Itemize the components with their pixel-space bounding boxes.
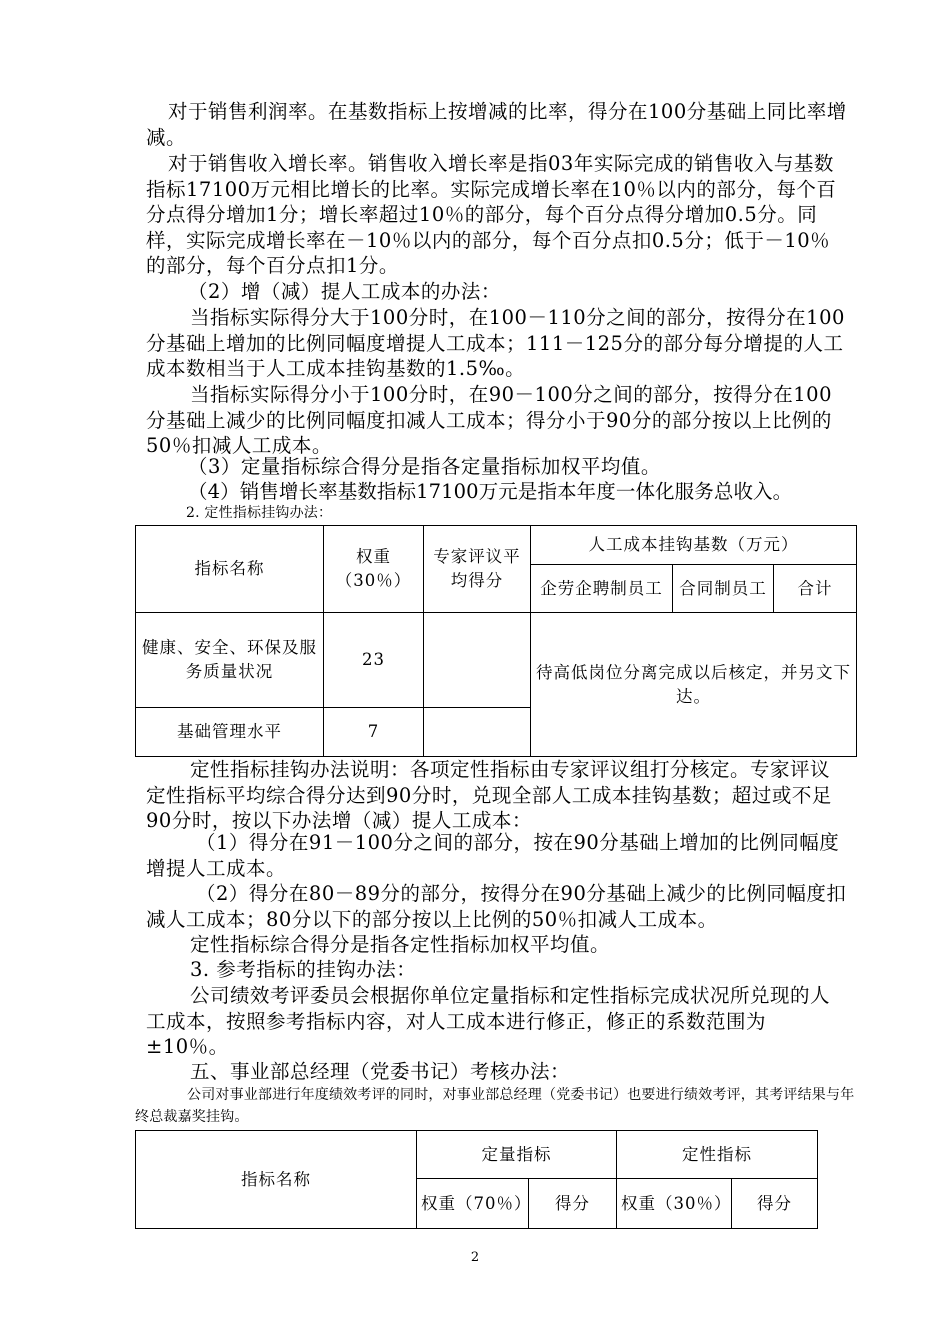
header-weight: 权重（30％） [324,526,424,613]
header-expert-score: 专家评议平均得分 [424,526,531,613]
merged-note-cell: 待高低岗位分离完成以后核定，并另文下达。 [531,613,857,757]
paragraph-heading-cost-method: （2）增（减）提人工成本的办法： [188,280,501,303]
paragraph-growth-base: （4）销售增长率基数指标17100万元是指本年度一体化服务总收入。 [188,480,793,503]
header-quant-score: 得分 [529,1179,617,1229]
paragraph-profit-rate: 对于销售利润率。在基数指标上按增减的比率，得分在100分基础上同比率增减。 [146,100,847,149]
header-indicator-name: 指标名称 [136,526,324,613]
row-weight: 7 [324,708,424,757]
row-name: 健康、安全、环保及服务质量状况 [136,613,324,708]
header-qualitative: 定性指标 [617,1131,818,1179]
header-quant-weight: 权重（70％） [417,1179,529,1229]
header-quantitative: 定量指标 [417,1131,617,1179]
header-indicator-name: 指标名称 [136,1131,417,1229]
qualitative-indicator-table [135,525,857,757]
row-name: 基础管理水平 [136,708,324,757]
gm-evaluation-table [135,1130,818,1229]
paragraph-quant-average: （3）定量指标综合得分是指各定量指标加权平均值。 [188,455,661,478]
page-number: 2 [470,1250,480,1265]
header-total: 合计 [774,565,857,613]
paragraph-gm-heading: 五、事业部总经理（党委书记）考核办法： [190,1060,571,1083]
header-qual-score: 得分 [732,1179,818,1229]
paragraph-above-100: 当指标实际得分大于100分时，在100－110分之间的部分，按得分在100分基础上增加的比例同幅度增提人工成本；111－125分的部分每分增提的人工成本数相当于人工成本挂钩基数的1.5‰。 [146,306,845,380]
paragraph-qualitative-heading: 2. 定性指标挂钩办法： [186,505,333,521]
paragraph-score-80-89: （2）得分在80－89分的部分，按得分在90分基础上减少的比例同幅度扣减人工成本；80分以下的部分按以上比例的50％扣减人工成本。 [146,882,847,931]
paragraph-qual-average: 定性指标综合得分是指各定性指标加权平均值。 [190,933,611,956]
paragraph-qualitative-explanation: 定性指标挂钩办法说明：各项定性指标由专家评议组打分核定。专家评议定性指标平均综合得分达到90分时，兑现全部人工成本挂钩基数；超过或不足90分时，按以下办法增（减）提人工成本： [146,758,832,832]
paragraph-score-91-100: （1）得分在91－100分之间的部分，按在90分基础上增加的比例同幅度增提人工成本。 [146,831,840,880]
paragraph-reference-method: 公司绩效考评委员会根据你单位定量指标和定性指标完成状况所兑现的人工成本，按照参考指标内容，对人工成本进行修正，修正的系数范围为±10％。 [146,984,831,1058]
paragraph-reference-heading: 3. 参考指标的挂钩办法： [190,958,417,981]
row-score [424,708,531,757]
row-score [424,613,531,708]
paragraph-gm-evaluation: 公司对事业部进行年度绩效考评的同时，对事业部总经理（党委书记）也要进行绩效考评，其考评结果与年终总裁嘉奖挂钩。 [135,1087,855,1125]
header-labor-cost-base: 人工成本挂钩基数（万元） [531,526,857,565]
paragraph-revenue-growth: 对于销售收入增长率。销售收入增长率是指03年实际完成的销售收入与基数指标17100万元相比增长的比率。实际完成增长率在10％以内的部分，每个百分点得分增加1分；增长率超过10％的部分，每个百分点得分增加0.5分。同样，实际完成增长率在－10％以内的部分，每个百分点扣0.5分；低于－10％的部分，每个百分点扣1分。 [146,152,837,277]
header-contract-staff: 合同制员工 [673,565,774,613]
header-qual-weight: 权重（30％） [617,1179,732,1229]
header-enterprise-staff: 企劳企聘制员工 [531,565,673,613]
row-weight: 23 [324,613,424,708]
paragraph-below-100: 当指标实际得分小于100分时，在90－100分之间的部分，按得分在100分基础上减少的比例同幅度扣减人工成本；得分小于90分的部分按以上比例的50％扣减人工成本。 [146,383,832,457]
